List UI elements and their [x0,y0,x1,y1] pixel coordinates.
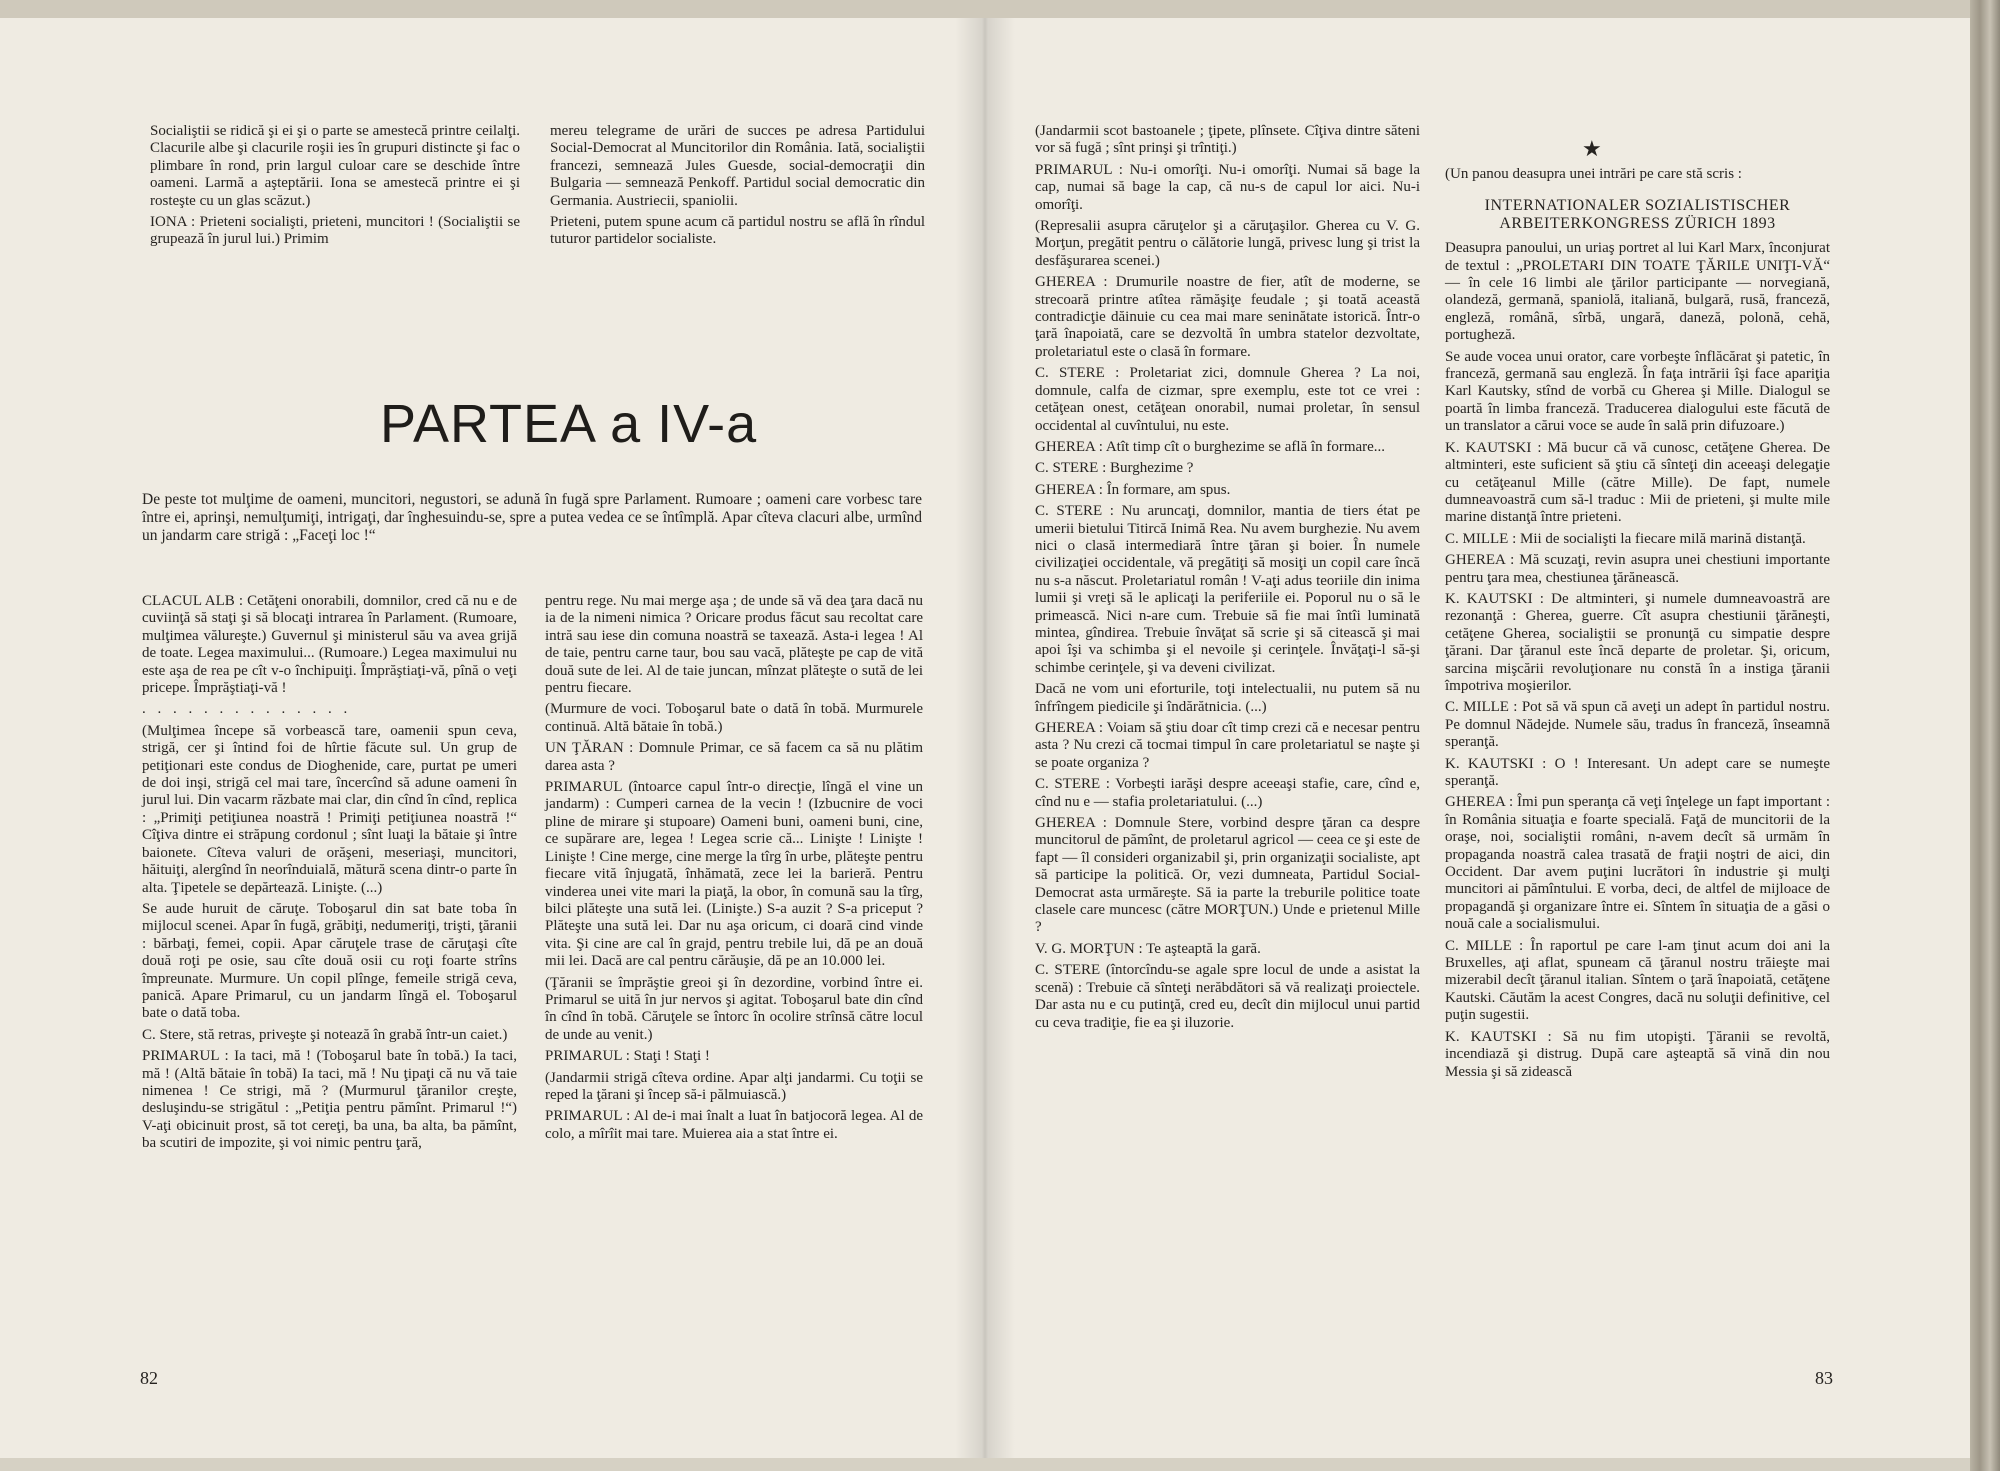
paragraph: (Mulţimea începe să vorbească tare, oamenii spun ceva, strigă, cer şi întind foi de hîrtie făcute sul. Un grup de petiţionari este condus de Dioghenide, care, purtat pe umeri de doi inşi, strigă cel mai tare, încercînd să adune oameni în jurul lui. Din vacarm răzbate mai clar, din cînd în cînd, replica : „Primiţi petiţiunea noastră ! Primiţi petiţiunea noastră !“ Cîţiva dintre ei străpung cordonul ; sînt luaţi la bătaie şi între baionete. Cîteva valuri de orăşeni, meseriaşi, muncitori, hăituiţi, alergînd în neorînduială, mătură scena dintr-o parte în alta. Ţipetele se depărtează. Linişte. (...) [142,722,517,896]
paragraph: (Ţăranii se împrăştie greoi şi în dezordine, vorbind între ei. Primarul se uită în jur nervos şi agitat. Toboşarul bate din cînd în cînd în tobă. Căruţele se întorc în ocolire strînsă către locul de unde au venit.) [545,974,923,1043]
paragraph: V. G. MORŢUN : Te aşteaptă la gară. [1035,940,1261,957]
paragraph: C. STERE : Nu aruncaţi, domnilor, mantia de tiers état pe umerii bietului Titircă Inimă Rea. Nu avem burghezie. Nu avem nici o clasă intermediară între ţăran şi boier. În numele civilizaţiei occidentale, vă pregătiţi să mosiţi un copil care încă nu s-a născut. Proletariatul român ! V-aţi adus teoriile din inima lumii şi vreţi să le aplicaţi la periferiile ei. Poporul nu o să le primească. Nici n-are cum. Trebuie să fie mai întîi luminată mintea, gîndirea. Trebuie învăţat să scrie şi să citească şi mai apoi îşi va schimba şi el nevoile şi cerinţele. Învăţaţi-l să-şi schimbe cerinţele, şi va deveni civilizat. [1035,503,1420,676]
paragraph: CLACUL ALB : Cetăţeni onorabili, domnilor, cred că nu e de cuviinţă să staţi şi să blocaţi intrarea în Parlament. (Rumoare, mulţimea vălureşte.) Guvernul şi ministerul său va avea grijă de toate. Legea maximului... (Rumoare.) Legea maximului nu este aşa de rea pe cît v-o închipuiţi. Împrăştiaţi-vă, pînă o veţi pricepe. Împrăştiaţi-vă ! [142,593,517,697]
part-heading: PARTEA a IV-a [380,394,758,454]
paragraph: Socialiştii se ridică şi ei şi o parte se amestecă printre ceilalţi. Clacurile albe şi clacurile roşii ies în grupuri distincte şi fac o plimbare în rond, prin largul culoar care se deschide între oameni. Larmă a aşteptării. Iona se amestecă printre ei şi rosteşte cu un glas scăzut.) [150,123,520,209]
paragraph: GHEREA : În formare, am spus. [1035,481,1231,498]
paragraph: K. KAUTSKI : De altminteri, şi numele dumneavoastră are rezonanţă : Gherea, guerre. Cît asupra chestiunii ţărăneşti, cetăţene Gherea, socialiştii se pronunţă cu simpatie despre ţărani. Dar ţăranul este încă departe de proletar. Şi, oricum, sarcina mişcării revoluţionare nu constă în a instiga ţăranii împotriva moşierilor. [1445,590,1830,694]
right-column-1 [1035,123,1420,1036]
page-number-right: 83 [1815,1368,1833,1388]
left-page [0,18,985,1458]
paragraph: PRIMARUL : Ia taci, mă ! (Toboşarul bate în tobă.) Ia taci, mă ! (Altă bătaie în tobă) Ia taci, mă ! Nu ţipaţi că nu vă taie nimenea ! Ce strigi, mă ? (Murmurul ţăranilor creşte, desluşindu-se strigătul : „Petiţia pentru pămînt. Primarul !“) V-aţi obicinuit prost, să tot cereţi, ba una, ba alta, ba pămînt, ba scutiri de impozite, şi voi nimic pentru ţară, [142,1048,517,1152]
page-number-left: 82 [140,1368,158,1388]
dots-separator: . . . . . . . . . . . . . . [142,701,352,718]
paragraph: (Jandarmii strigă cîteva ordine. Apar alţi jandarmi. Cu toţii se reped la ţărani şi încep să-i pălmuiască.) [545,1069,923,1103]
paragraph: GHEREA : Drumurile noastre de fier, atît de moderne, se strecoară printre atîtea rămăşiţe feudale ; şi toată această contradicţie dăinuie cu cea mai mare seninătate istorică. Într-o ţară înapoiată, care se dezvoltă în umbra statelor dezvoltate, proletariatul este o clasă în formare. [1035,274,1420,360]
paragraph: K. KAUTSKI : Mă bucur că vă cunosc, cetăţene Gherea. De altminteri, este suficient să ştiu că sînteţi din aceeaşi delegaţie cu cetăţeanul Mille (către Mille). De fapt, numele dumneavoastră cum să-l traduc : Mii de prieteni, şi multe mile marine distanţă între prieteni. [1445,439,1830,526]
intro-paragraph: De peste tot mulţime de oameni, muncitori, negustori, se adună în fugă spre Parlament. Rumoare ; oameni care vorbesc tare între ei, aprinşi, nemulţumiţi, intrigaţi, dar înghesuindu-se, spre a putea vedea ce se întîmplă. Apar cîteva clacuri albe, urmînd un jandarm care strigă : „Faceţi loc !“ [142,491,922,544]
paragraph: pentru rege. Nu mai merge aşa ; de unde să vă dea ţara dacă nu ia de la nimeni nimica ? Oricare produs făcut sau recoltat care intră sau iese din comuna noastră se taxează. Asta-i legea ! Al de taie, pentru carne taur, bou sau vacă, plăteşte pe cap de vită două sute de lei. Al de taie juncan, mînzat plăteşte o sută de lei pentru fiecare. [545,593,923,697]
paragraph: C. STERE : Burghezime ? [1035,460,1194,477]
paragraph: C. STERE : Proletariat zici, domnule Gherea ? La noi, domnule, calfa de cizmar, spre exemplu, este tot ce vrei : cetăţean onest, cetăţean onorabil, numai proletar, în sensul occidental al cuvîntului, nu este. [1035,365,1420,434]
paragraph: PRIMARUL (întoarce capul într-o direcţie, lîngă el vine un jandarm) : Cumperi carnea de la vecin ! (Izbucnire de voci pline de mirare şi stupoare) Oameni buni, oameni buni, cine, ce supărare are, legea ! Legea scrie că... Linişte ! Linişte ! Linişte ! Cine merge, cine merge la tîrg în urbe, plăteşte pentru fiecare vită înjugată, înhămată, zece lei la barieră. Pentru vinderea unei vite mari la piaţă, la obor, în comună sau la tîrg, bilci plăteşte una sută lei. (Linişte.) S-a auzit ? S-a priceput ? Plăteşte una sută lei. Dar nu aşa oricum, ci doară cind vinde vita. Şi cine are cal în grajd, pentru trebile lui, dă pe an două mii lei. Dacă are cal pentru cărăuşie, dă pe an 10.000 lei. [545,779,923,970]
left-top-column-1 [150,123,520,253]
left-column-2 [545,593,923,1147]
paragraph: Prieteni, putem spune acum că partidul nostru se află în rîndul tuturor partidelor socialiste. [550,214,925,248]
paragraph: PRIMARUL : Nu-i omorîţi. Nu-i omorîţi. Numai să bage la cap, numai să bage la cap, că nu-s de capul lor aici. Nu-i omorîţi. [1035,161,1420,213]
paragraph: Dacă ne vom uni eforturile, toţi intelectualii, nu putem să nu înfrîngem piedicile şi îndărătnicia. (...) [1035,681,1420,715]
paragraph: Se aude huruit de căruţe. Toboşarul din sat bate toba în mijlocul scenei. Apar în fugă, grăbiţi, nedumeriţi, trişti, ţăranii : bărbaţi, femei, copii. Apar căruţele trase de căruţaşi cîte două roţi pe osie, sau cîte două osii cu roţi foarte strîns împreunate. Murmure. Un copil plînge, femeile strigă ceva, panică. Apare Primarul, cu un jandarm lîngă el. Toboşarul bate o dată toba. [142,900,517,1022]
paragraph: (Jandarmii scot bastoanele ; ţipete, plînsete. Cîţiva dintre săteni vor să fugă ; sînt prinşi şi trîntiţi.) [1035,123,1420,157]
left-top-column-2 [550,123,925,253]
paragraph: UN ŢĂRAN : Domnule Primar, ce să facem ca să nu plătim darea asta ? [545,740,923,774]
banner-line-2: ARBEITERKONGRESS ZÜRICH 1893 [1499,214,1776,232]
book-gutter [955,18,1015,1458]
paragraph: K. KAUTSKI : Să nu fim utopişti. Ţăranii se revoltă, incendiază şi distrug. După care aşteaptă să vină din nou Messia şi să zidească [1445,1028,1830,1080]
banner-line-1: INTERNATIONALER SOZIALISTISCHER [1484,197,1791,215]
paragraph: C. MILLE : Mii de socialişti la fiecare milă marină distanţă. [1445,530,1806,547]
paragraph: K. KAUTSKI : O ! Interesant. Un adept care se numeşte speranţă. [1445,755,1830,789]
paragraph: GHEREA : Îmi pun speranţa că veţi înţelege un fapt important : în România situaţia e foarte specială. Faţă de muncitorii de la oraşe, noi, socialiştii români, n-avem decît să urmăm în propaganda noastră calea trasată de fraţii noştri de aici, din Occident. Dar avem puţini lucrători în industrie şi mulţi muncitori ai pămîntului. E vorba, deci, de altfel de mijloace de propagandă şi organizare între ei. Sîntem în situaţia de a găsi o nouă cale a socialismului. [1445,794,1830,933]
paragraph: GHEREA : Domnule Stere, vorbind despre ţăran ca despre muncitorul de pămînt, de proletarul agricol — ceea ce şi este de fapt — îl consideri organizabil şi, prin organizaţii socialiste, apt să participe la politică. Or, vezi dumneata, Partidul Social-Democrat asta urmăreşte. Să ia parte la treburile politice toate clasele care muncesc (către MORŢUN.) Unde e prietenul Mille ? [1035,815,1420,936]
right-page [985,18,1970,1458]
paragraph: GHEREA : Voiam să ştiu doar cît timp crezi că e necesar pentru asta ? Nu crezi că tocmai timpul în care proletariatul se naşte şi se poate organiza ? [1035,720,1420,771]
paragraph: Deasupra panoului, un uriaş portret al lui Karl Marx, înconjurat de textul : „PROLETARI DIN TOATE ŢĂRILE UNIŢI-VĂ“ — în cele 16 limbi ale ţărilor participante — norvegiană, olandeză, germană, spaniolă, italiană, bulgară, rusă, franceză, engleză, română, sîrbă, ungară, daneză, polonă, cehă, portugheză. [1445,240,1830,344]
book-cover-edge [1970,0,2000,1471]
paragraph: GHEREA : Mă scuzaţi, revin asupra unei chestiuni importante pentru ţara mea, chestiunea ţărănească. [1445,552,1830,586]
paragraph: PRIMARUL : Al de-i mai înalt a luat în batjocoră legea. Al de colo, a mîrîit mai tare. Muierea aia a stat între ei. [545,1108,923,1142]
right-column-2 [1445,166,1830,1085]
paragraph: (Un panou deasupra unei intrări pe care stă scris : [1445,166,1742,182]
paragraph: Se aude vocea unui orator, care vorbeşte înflăcărat şi patetic, în franceză, germană sau engleză. În faţa intrării îşi face apariţia Karl Kautsky, stînd de vorbă cu Gherea şi Mille. Dialogul se poartă în limba franceză. Traducerea dialogului este făcută de un translator a cărui voce se aude în sală prin difuzoare.) [1445,348,1830,435]
paragraph: (Represalii asupra căruţelor şi a căruţaşilor. Gherea cu V. G. Morţun, pregătit pentru o călătorie lungă, privesc lung şi trist la desfăşurarea scenei.) [1035,218,1420,269]
paragraph: C. MILLE : În raportul pe care l-am ţinut acum doi ani la Bruxelles, aţi aflat, spuneam că ţăranul nostru trăieşte mai mizerabil decît ţăranul italian. Sîntem o ţară înapoiată, cetăţene Kautski. Căutăm la acest Congres, dacă nu soluţii definitive, cel puţin sugestii. [1445,937,1830,1024]
paragraph: PRIMARUL : Staţi ! Staţi ! [545,1048,710,1065]
paragraph: C. MILLE : Pot să vă spun că aveţi un adept în partidul nostru. Pe domnul Nădejde. Numele său, tradus în franceză, înseamnă speranţă. [1445,699,1830,751]
top-edge [0,0,2000,18]
paragraph: (Murmure de voci. Toboşarul bate o dată în tobă. Murmurele continuă. Altă bătaie în tobă.) [545,701,923,735]
paragraph: C. STERE : Vorbeşti iarăşi despre aceeaşi stafie, care, cînd e, cînd nu e — stafia proletariatului. (...) [1035,776,1420,810]
paragraph: C. STERE (întorcîndu-se agale spre locul de unde a asistat la scenă) : Trebuie că sînteţi nerăbdători să vă realizaţi proiectele. Dar asta nu e cu putinţă, cred eu, decît din mijlocul unui partid cu ceva tradiţie, fie ea şi iluzorie. [1035,962,1420,1031]
star-separator: ★ [1582,136,1602,161]
left-column-1 [142,593,517,1157]
paragraph: mereu telegrame de urări de succes pe adresa Partidului Social-Democrat al Muncitorilor din România. Iată, socialiştii francezi, semnează Jules Guesde, social-democraţii din Bulgaria — semnează Penkoff. Partidul social democratic din Germania. Austriecii, spaniolii. [550,123,925,209]
paragraph: GHEREA : Atît timp cît o burghezime se află în formare... [1035,438,1386,455]
paragraph: IONA : Prieteni socialişti, prieteni, muncitori ! (Socialiştii se grupează în jurul lui.) Primim [150,214,520,248]
paragraph: C. Stere, stă retras, priveşte şi notează în grabă într-un caiet.) [142,1026,508,1043]
